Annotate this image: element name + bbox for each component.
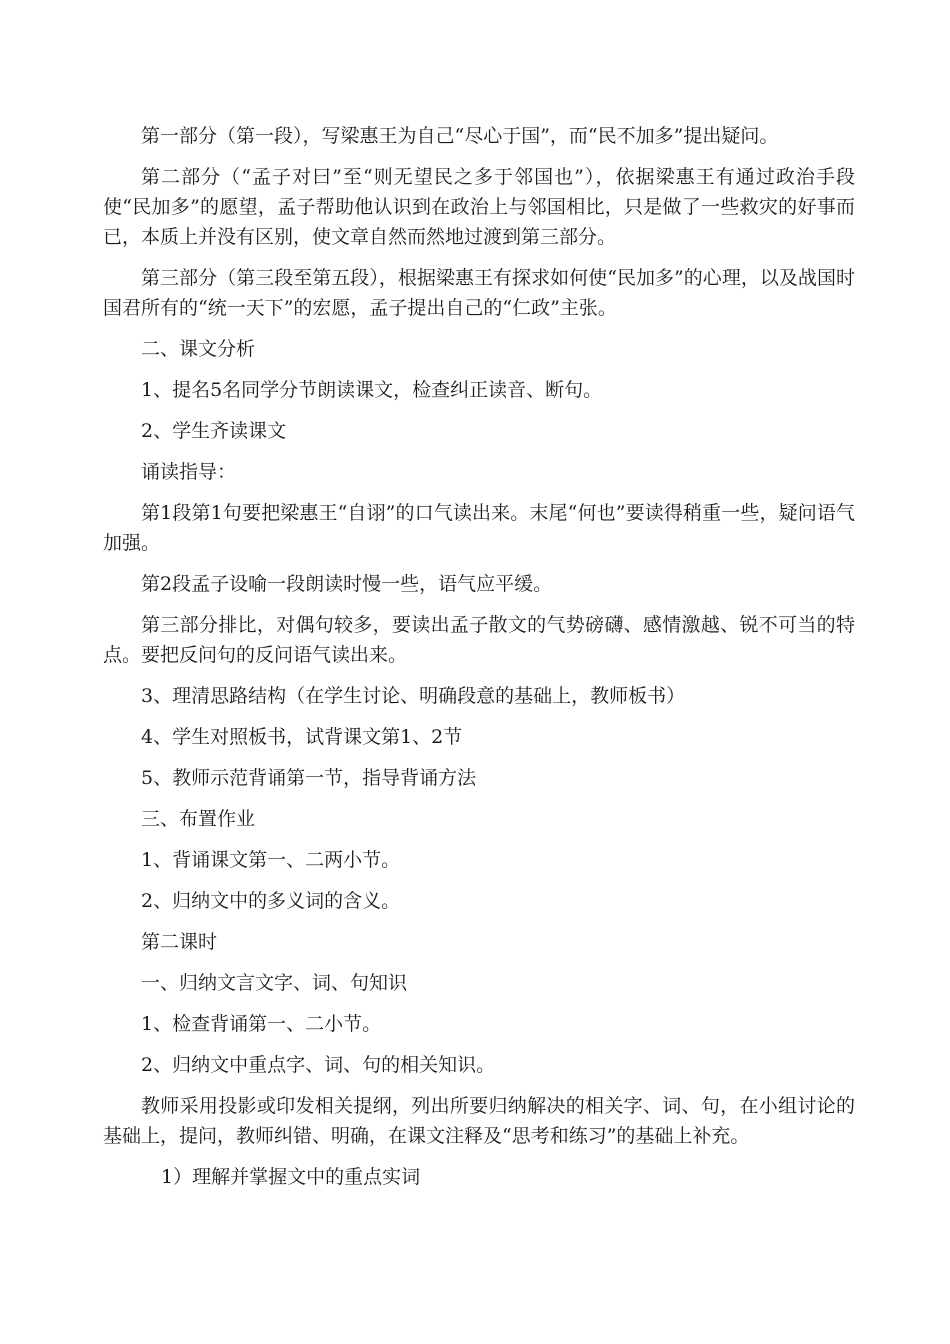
list-item-read-aloud: 1、提名5名同学分节朗读课文，检查纠正读音、断句。	[141, 379, 603, 401]
heading-homework: 三、布置作业	[141, 808, 256, 830]
list-item-homework-two: 2、归纳文中的多义词的含义。	[141, 890, 401, 912]
paragraph-part-one: 第一部分（第一段），写梁惠王为自己“尽心于国”，而“民不加多”提出疑问。	[141, 125, 779, 147]
paragraph-teacher-method: 教师采用投影或印发相关提纲，列出所要归纳解决的相关字、词、句，在小组讨论的基础上，提问，教师纠错、明确，在课文注释及“思考和练习”的基础上补充。	[103, 1095, 855, 1147]
paragraph-part-three: 第三部分（第三段至第五段），根据梁惠王有探求如何使“民加多”的心理，以及战国时国君所有的“统一天下”的宏愿，孟子提出自己的“仁政”主张。	[103, 267, 855, 319]
list-item-read-together: 2、学生齐读课文	[141, 420, 287, 442]
heading-summarize-knowledge: 一、归纳文言文字、词、句知识	[141, 972, 408, 994]
document-body	[103, 121, 855, 1203]
list-item-demo: 5、教师示范背诵第一节，指导背诵方法	[141, 767, 477, 789]
subheading-key-content-words: 1）理解并掌握文中的重点实词	[161, 1166, 421, 1188]
paragraph-part-two: 第二部分（“孟子对曰”至“则无望民之多于邻国也”），依据梁惠王有通过政治手段使“民加多”的愿望，孟子帮助他认识到在政治上与邻国相比，只是做了一些救灾的好事而已，本质上并没有区别，使文章自然而然地过渡到第三部分。	[103, 166, 855, 248]
list-item-check-recitation: 1、检查背诵第一、二小节。	[141, 1013, 382, 1035]
heading-second-lesson: 第二课时	[141, 931, 218, 953]
list-item-key-words: 2、归纳文中重点字、词、句的相关知识。	[141, 1054, 496, 1076]
list-item-homework-one: 1、背诵课文第一、二两小节。	[141, 849, 401, 871]
paragraph-guidance-first: 第1段第1句要把梁惠王“自诩”的口气读出来。末尾“何也”要读得稍重一些，疑问语气加强。	[103, 502, 855, 554]
paragraph-guidance-third: 第三部分排比，对偶句较多，要读出孟子散文的气势磅礴、感情激越、锐不可当的特点。要把反问句的反问语气读出来。	[103, 614, 855, 666]
heading-reading-guidance: 诵读指导：	[141, 461, 237, 483]
list-item-recite: 4、学生对照板书，试背课文第1、2节	[141, 726, 463, 748]
paragraph-guidance-second: 第2段孟子设喻一段朗读时慢一些，语气应平缓。	[141, 573, 553, 595]
heading-text-analysis: 二、课文分析	[141, 338, 256, 360]
list-item-structure: 3、理清思路结构（在学生讨论、明确段意的基础上，教师板书）	[141, 685, 686, 707]
